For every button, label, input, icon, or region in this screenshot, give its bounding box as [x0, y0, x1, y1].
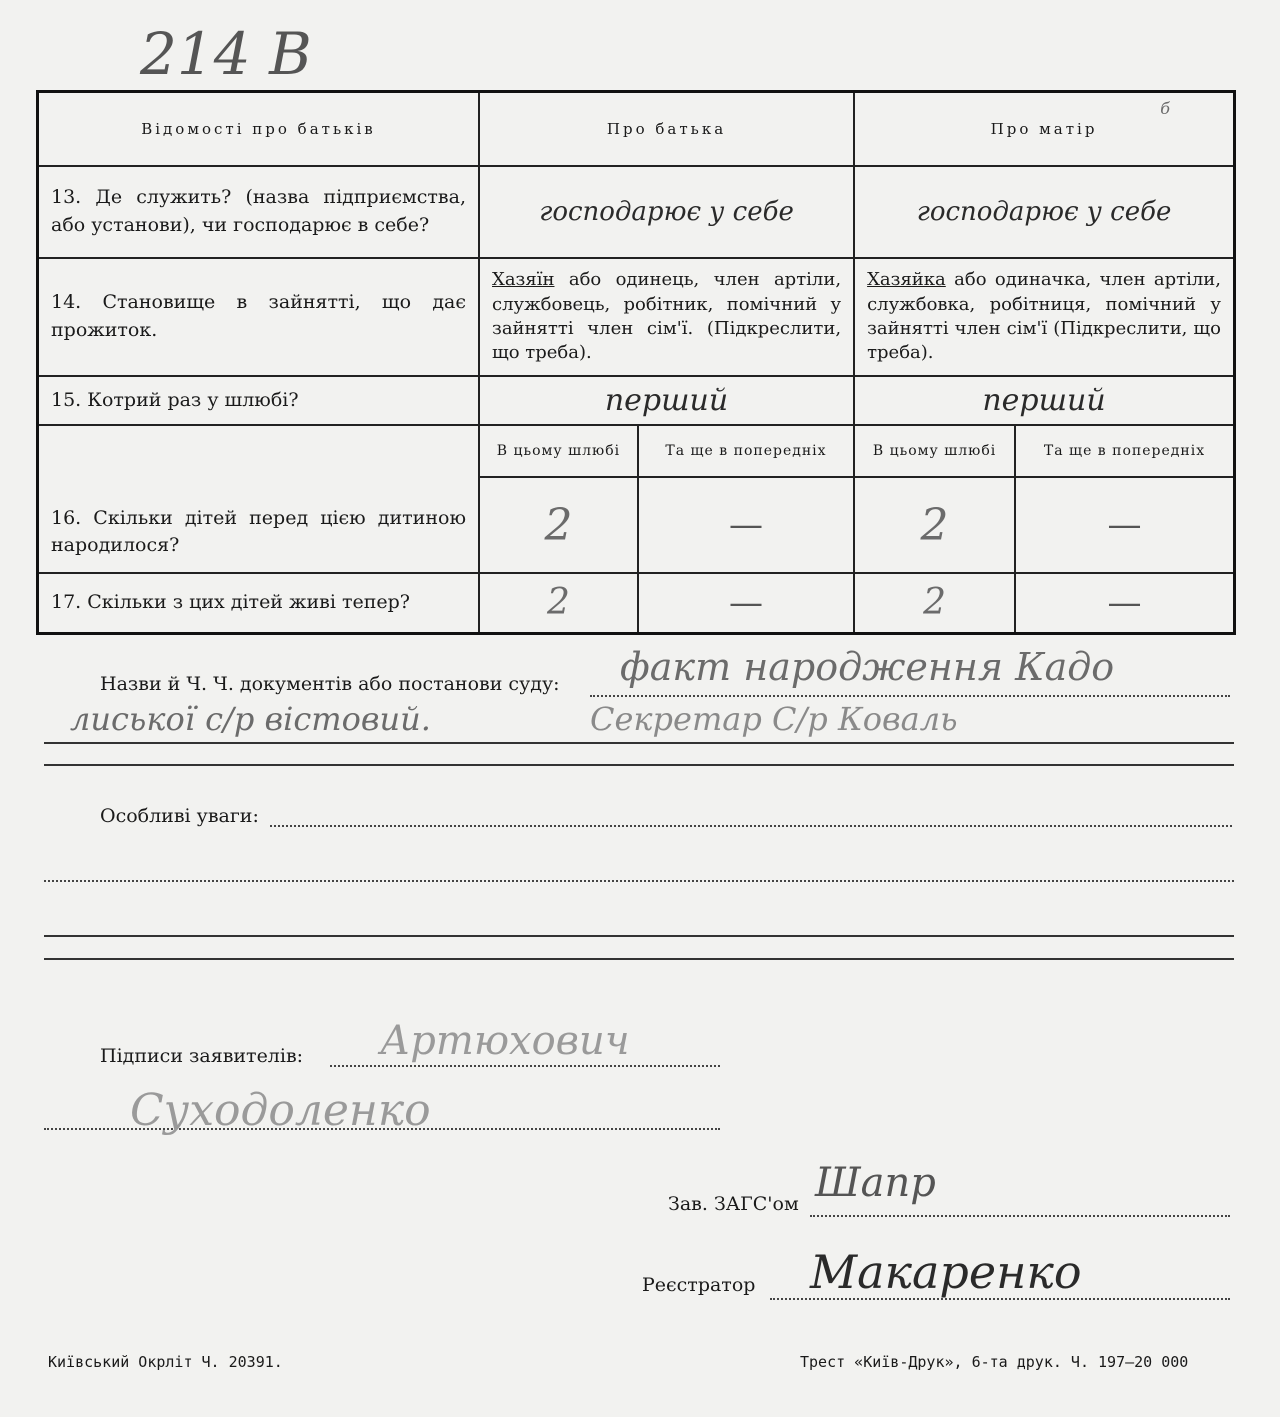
answer-14-father	[479, 258, 854, 376]
question-17: 17. Скільки з цих дітей живі тепер?	[38, 573, 480, 633]
signature-applicant-1: Артюхович	[380, 1018, 630, 1064]
signatures-label: Підписи заявителів:	[100, 1045, 304, 1067]
answer-13-father: господарює у себе	[479, 166, 854, 258]
answer-17-father-prev: —	[638, 573, 854, 633]
answer-14-mother	[854, 258, 1234, 376]
question-16: 16. Скільки дітей перед цією дитиною народилося?	[38, 425, 480, 573]
header-mark: б	[1160, 99, 1173, 118]
sub-father-previous: Та ще в попередніх	[638, 425, 854, 477]
sub-father-this-marriage: В цьому шлюбі	[479, 425, 638, 477]
parents-info-table	[36, 90, 1236, 635]
documents-line-3	[44, 764, 1234, 766]
zags-label: Зав. ЗАГС'ом	[668, 1193, 799, 1215]
answer-17-father-this: 2	[479, 573, 638, 633]
answer-17-mother-this: 2	[854, 573, 1015, 633]
header-father: Про батька	[479, 92, 854, 167]
footer-printer-left: Київський Окрліт Ч. 20391.	[48, 1353, 283, 1371]
documents-value-1: факт народження Кадо	[620, 645, 1115, 689]
notes-line-3	[44, 935, 1234, 937]
footer-printer-right: Трест «Київ-Друк», 6-та друк. Ч. 197—20 000	[800, 1353, 1189, 1371]
sub-mother-this-marriage: В цьому шлюбі	[854, 425, 1015, 477]
sub-mother-previous: Та ще в попередніх	[1015, 425, 1234, 477]
notes-label: Особливі уваги:	[100, 805, 259, 827]
answer-14-father-options: або одинець, член артіли, службовець, робітник, помічний у зайнятті член сім'ї. (Підкреслити, що треба).	[492, 269, 842, 364]
documents-line-2	[44, 742, 1234, 744]
notes-line-1	[270, 825, 1232, 827]
documents-value-3: Секретар С/р Коваль	[590, 700, 958, 738]
documents-line-1	[590, 695, 1230, 697]
answer-16-mother-this: 2	[854, 477, 1015, 573]
registrar-signature: Макаренко	[810, 1245, 1082, 1299]
archive-number: 214 В	[140, 20, 312, 88]
notes-line-4	[44, 958, 1234, 960]
zags-signature: Шапр	[815, 1160, 936, 1206]
answer-16-father-prev: —	[638, 477, 854, 573]
header-mother	[854, 92, 1234, 167]
signatures-line-1	[330, 1065, 720, 1067]
question-13: 13. Де служить? (назва підприємства, або установи), чи господарює в себе?	[38, 166, 480, 258]
question-15: 15. Котрий раз у шлюбі?	[38, 376, 480, 425]
registrar-label: Реєстратор	[642, 1274, 756, 1296]
answer-17-mother-prev: —	[1015, 573, 1234, 633]
answer-14-mother-options: або одиначка, член артіли, службовка, робітниця, помічний у зайнятті член сім'ї (Підкреслити, що треба).	[867, 269, 1221, 364]
answer-13-mother: господарює у себе	[854, 166, 1234, 258]
header-parents-info: Відомості про батьків	[38, 92, 480, 167]
answer-15-father: перший	[479, 376, 854, 425]
notes-line-2	[44, 880, 1234, 882]
header-mother-label: Про матір	[990, 120, 1098, 138]
zags-line	[810, 1215, 1230, 1217]
documents-label: Назви й Ч. Ч. документів або постанови суду:	[100, 673, 560, 695]
answer-15-mother: перший	[854, 376, 1234, 425]
question-14: 14. Становище в зайнятті, що дає прожиток.	[38, 258, 480, 376]
answer-14-father-underlined: Хазяїн	[492, 269, 555, 291]
answer-14-mother-underlined: Хазяйка	[867, 269, 946, 291]
signature-applicant-2: Суходоленко	[130, 1085, 431, 1136]
answer-16-father-this: 2	[479, 477, 638, 573]
documents-value-2: лиської с/р вістовий.	[70, 700, 431, 738]
answer-16-mother-prev: —	[1015, 477, 1234, 573]
